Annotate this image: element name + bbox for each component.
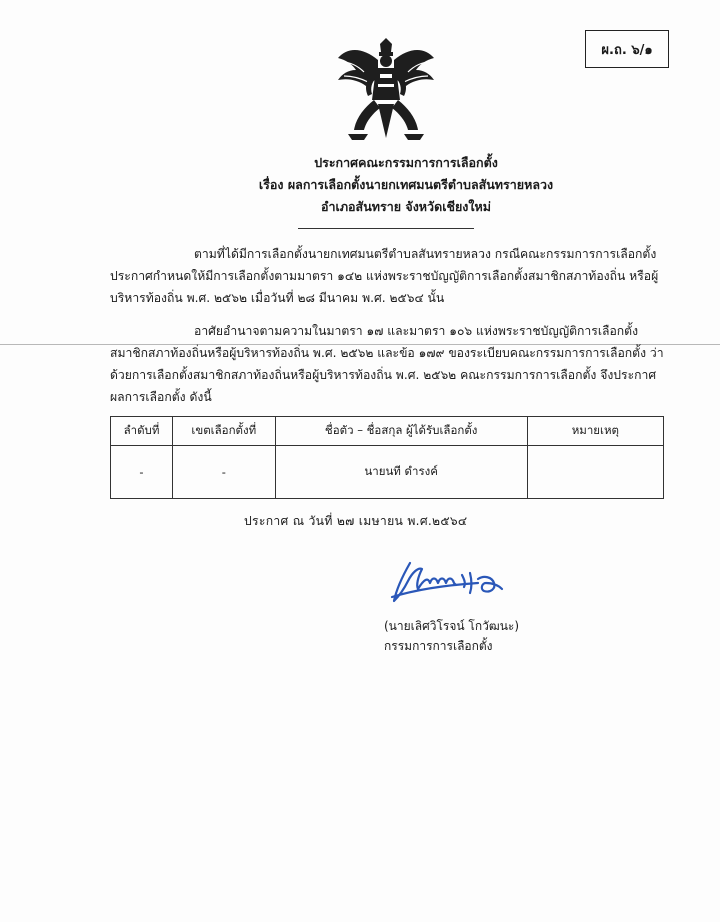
- paragraph-1: ตามที่ได้มีการเลือกตั้งนายกเทศมนตรีตำบลสันทรายหลวง กรณีคณะกรรมการการเลือกตั้ง ประกาศกำหนดให้มีการเลือกตั้งตามมาตรา ๑๔๒ แห่งพระราชบัญญัติการเลือกตั้งสมาชิกสภาท้องถิ่น หรือผู้บริหารท้องถิ่น พ.ศ. ๒๕๖๒ เมื่อวันที่ ๒๘ มีนาคม พ.ศ. ๒๕๖๔ นั้น: [110, 247, 659, 305]
- signer-name: (นายเลิศวิโรจน์ โกวัฒนะ): [384, 619, 520, 633]
- table-header-row: [111, 417, 664, 446]
- garuda-emblem-icon: [334, 38, 438, 142]
- cell-remark: [527, 446, 663, 499]
- election-results-table: [110, 416, 664, 499]
- cell-order: -: [111, 446, 173, 499]
- announcement-date: ประกาศ ณ วันที่ ๒๗ เมษายน พ.ศ.๒๕๖๔: [244, 514, 468, 528]
- cell-name: นายนที ดำรงค์: [275, 446, 527, 499]
- header-order: ลำดับที่: [111, 417, 173, 446]
- header-line-1: ประกาศคณะกรรมการการเลือกตั้ง: [314, 155, 498, 170]
- cell-district: -: [173, 446, 276, 499]
- paragraph-2: อาศัยอำนาจตามความในมาตรา ๑๗ และมาตรา ๑๐๖ แห่งพระราชบัญญัติการเลือกตั้ง สมาชิกสภาท้องถิ่นหรือผู้บริหารท้องถิ่น พ.ศ. ๒๕๖๒ และข้อ ๑๗๙ ของระเบียบคณะกรรมการการเลือกตั้ง ว่าด้วยการเลือกตั้งสมาชิกสภาท้องถิ่นหรือผู้บริหารท้องถิ่น พ.ศ. ๒๕๖๒ คณะกรรมการการเลือกตั้ง จึงประกาศผลการเลือกตั้ง ดังนี้: [110, 324, 664, 404]
- header-remark: หมายเหตุ: [527, 417, 663, 446]
- header-name: ชื่อตัว – ชื่อสกุล ผู้ได้รับเลือกตั้ง: [275, 417, 527, 446]
- signer-title: กรรมการการเลือกตั้ง: [384, 639, 493, 653]
- header-line-3: อำเภอสันทราย จังหวัดเชียงใหม่: [321, 199, 491, 214]
- header-underline: [298, 228, 474, 229]
- header-line-2: เรื่อง ผลการเลือกตั้งนายกเทศมนตรีตำบลสันทรายหลวง: [258, 177, 554, 192]
- handwritten-signature: [388, 555, 518, 610]
- announcement-header: [0, 152, 720, 218]
- header-district: เขตเลือกตั้งที่: [173, 417, 276, 446]
- signer-block: [384, 616, 564, 656]
- form-code-box: ผ.ถ. ๖/๑: [585, 30, 669, 68]
- table-row: [111, 446, 664, 499]
